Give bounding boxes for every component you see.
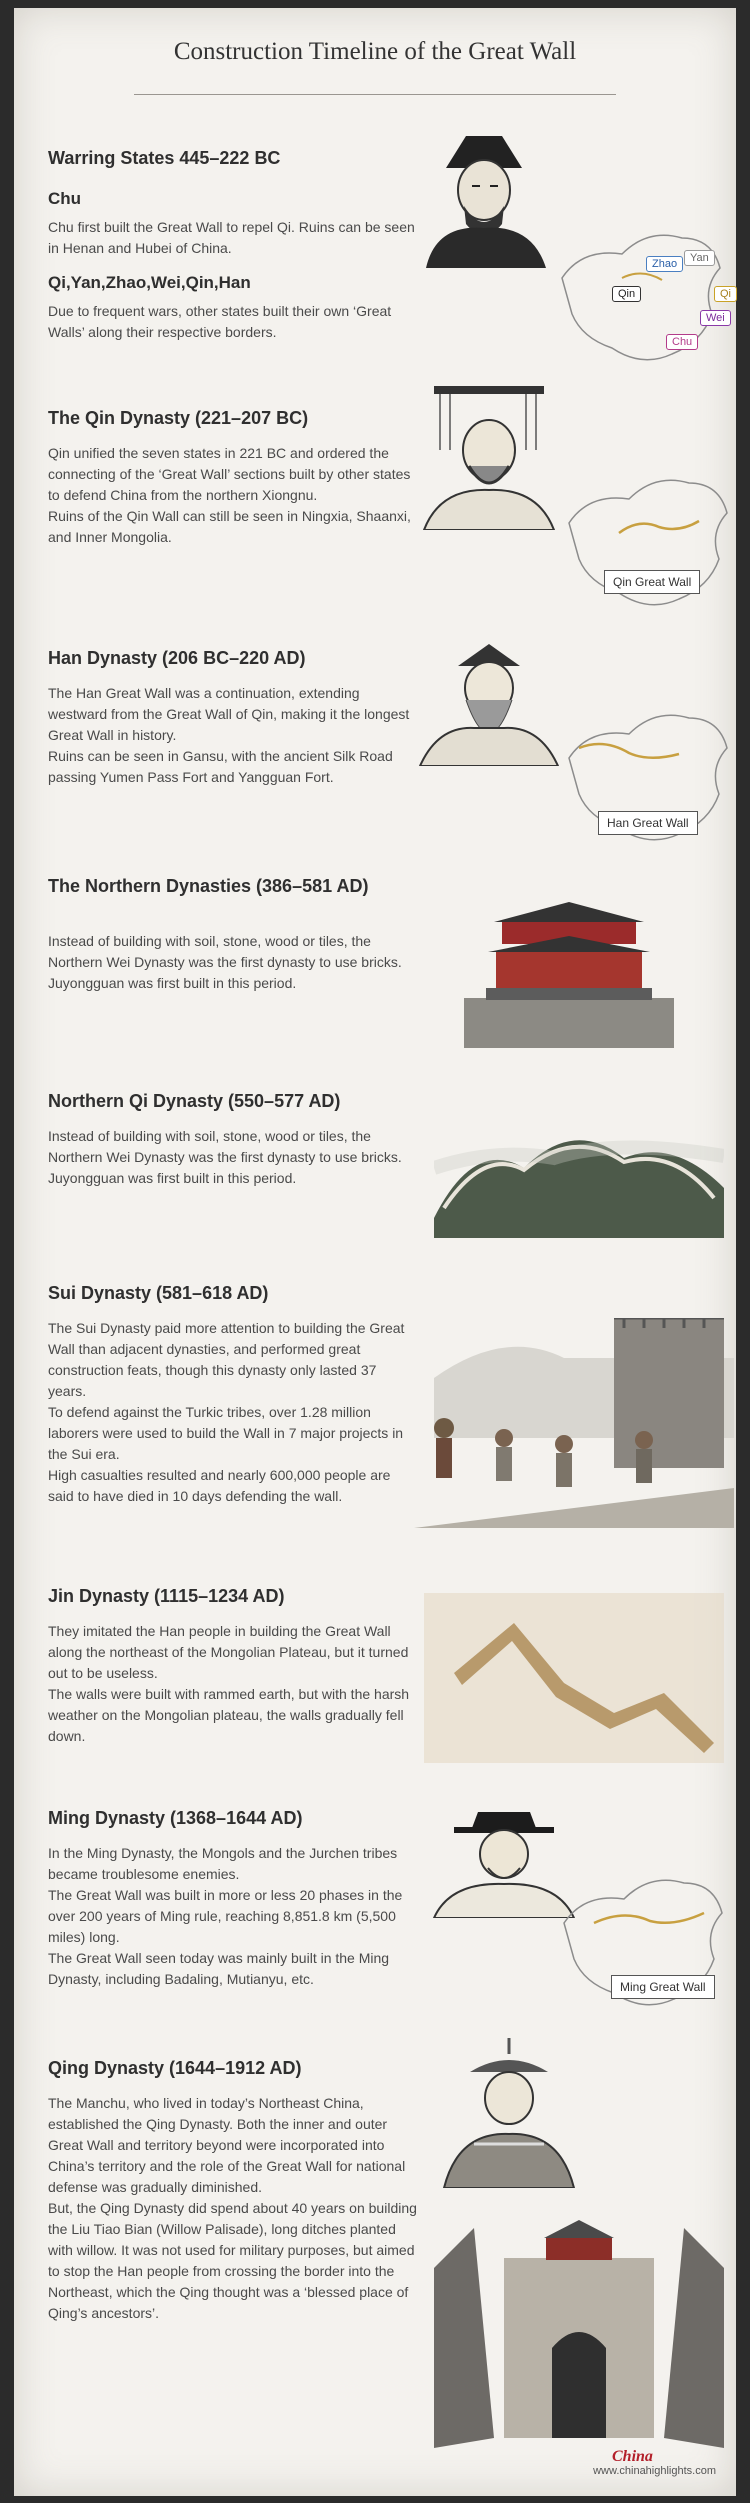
section-paragraph: Juyongguan was first built in this period. <box>48 975 297 991</box>
map-tag-qi: Qi <box>714 286 737 302</box>
ming-map <box>554 1863 734 2023</box>
map-tag-qin: Qin <box>612 286 641 302</box>
section-paragraph: The Han Great Wall was a continuation, extending westward from the Great Wall of Qin, making it the longest Great Wall in history. <box>48 685 410 743</box>
section-paragraph: The Great Wall was built in more or less 20 phases in the over 200 years of Ming rule, reaching 8,851.8 km (5,500 miles) long. <box>48 1887 403 1945</box>
section-paragraph: To defend against the Turkic tribes, over 1.28 million laborers were used to build the Wall in 7 major projects in the Sui era. <box>48 1404 404 1462</box>
qing-official-illustration <box>434 2038 584 2188</box>
section-paragraph: The Great Wall seen today was mainly built in the Ming Dynasty, including Badaling, Mutianyu, etc. <box>48 1950 390 1987</box>
paper-background <box>14 8 736 2496</box>
section-paragraph: High casualties resulted and nearly 600,000 people are said to have died in 10 days defending the wall. <box>48 1467 391 1504</box>
section-paragraph: They imitated the Han people in building the Great Wall along the northeast of the Mongolian Plateau, but it turned out to be useless. <box>48 1623 409 1681</box>
section-heading: Ming Dynasty (1368–1644 AD) <box>48 1808 303 1828</box>
map-tag-wei: Wei <box>700 310 731 326</box>
qing-fortress-gate-illustration <box>434 2198 724 2448</box>
section-northern-dynasties <box>48 876 418 994</box>
section-heading: Jin Dynasty (1115–1234 AD) <box>48 1586 285 1606</box>
map-label-qin-great-wall: Qin Great Wall <box>604 570 700 594</box>
china-highlights-logo: China <box>612 2448 653 2465</box>
section-heading: Han Dynasty (206 BC–220 AD) <box>48 648 306 668</box>
warring-states-map <box>552 218 732 368</box>
section-heading: The Qin Dynasty (221–207 BC) <box>48 408 309 428</box>
title-divider <box>134 94 616 95</box>
section-han-dynasty <box>48 648 418 788</box>
section-paragraph: Chu first built the Great Wall to repel Qi. Ruins can be seen in Henan and Hubei of China. <box>48 219 415 256</box>
section-paragraph: In the Ming Dynasty, the Mongols and the Jurchen tribes became troublesome enemies. <box>48 1845 398 1882</box>
section-paragraph: Ruins can be seen in Gansu, with the ancient Silk Road passing Yumen Pass Fort and Yangguan Fort. <box>48 748 393 785</box>
map-label-ming-great-wall: Ming Great Wall <box>611 1975 715 1999</box>
section-paragraph: Qin unified the seven states in 221 BC and ordered the connecting of the ‘Great Wall’ sections built by other states to defend China from the northern Xiongnu. <box>48 445 411 503</box>
qin-emperor-illustration <box>414 380 564 530</box>
subheading-states: Qi,Yan,Zhao,Wei,Qin,Han <box>48 273 251 292</box>
section-paragraph: The walls were built with rammed earth, but with the harsh weather on the Mongolian plateau, the walls gradually fell down. <box>48 1686 410 1744</box>
footer-url[interactable]: www.chinahighlights.com <box>593 2465 716 2477</box>
section-paragraph: Due to frequent wars, other states built their own ‘Great Walls’ along their respective borders. <box>48 303 392 340</box>
rammed-earth-wall-illustration <box>424 1593 724 1763</box>
page-title: Construction Timeline of the Great Wall <box>173 38 577 65</box>
section-heading: Warring States 445–222 BC <box>48 148 281 168</box>
section-paragraph: Juyongguan was first built in this period. <box>48 1170 297 1186</box>
han-emperor-illustration <box>414 636 564 766</box>
section-heading: Northern Qi Dynasty (550–577 AD) <box>48 1091 341 1111</box>
section-qing-dynasty <box>48 2058 418 2324</box>
section-heading: Qing Dynasty (1644–1912 AD) <box>48 2058 302 2078</box>
section-sui-dynasty <box>48 1283 418 1507</box>
section-warring-states <box>48 148 418 343</box>
section-paragraph: The Sui Dynasty paid more attention to building the Great Wall than adjacent dynasties, and performed great construction feats, though this dynasty only lasted 37 years. <box>48 1320 405 1399</box>
section-paragraph: Ruins of the Qin Wall can still be seen in Ningxia, Shaanxi, and Inner Mongolia. <box>48 508 411 545</box>
map-label-han-great-wall: Han Great Wall <box>598 811 698 835</box>
section-paragraph: Instead of building with soil, stone, wood or tiles, the Northern Wei Dynasty was the first dynasty to use bricks. <box>48 933 402 970</box>
section-paragraph: Instead of building with soil, stone, wood or tiles, the Northern Wei Dynasty was the first dynasty to use bricks. <box>48 1128 402 1165</box>
map-tag-chu: Chu <box>666 334 698 350</box>
juyongguan-gate-illustration <box>454 888 684 1048</box>
section-ming-dynasty <box>48 1808 418 1990</box>
section-jin-dynasty <box>48 1586 418 1747</box>
section-paragraph: The Manchu, who lived in today’s Northeast China, established the Qing Dynasty. Both the inner and outer Great Wall and territory beyond were incorporated into China’s territory and the role of the Great Wall for national defense was gradually diminished. <box>48 2095 406 2195</box>
map-tag-yan: Yan <box>684 250 715 266</box>
map-tag-zhao: Zhao <box>646 256 683 272</box>
section-paragraph: But, the Qing Dynasty did spend about 40 years on building the Liu Tiao Bian (Willow Palisade), long ditches planted with willow. It was not used for military purposes, but aimed to stop the Han people from crossing the border into the Northeast, which the Qing thought was a ‘blessed place of Qing’s ancestors’. <box>48 2200 417 2321</box>
section-qin-dynasty <box>48 408 418 548</box>
mountain-great-wall-illustration <box>434 1098 724 1238</box>
subheading-chu: Chu <box>48 189 82 208</box>
section-northern-qi-dynasty <box>48 1091 418 1189</box>
section-heading: Sui Dynasty (581–618 AD) <box>48 1283 269 1303</box>
sui-laborers-illustration <box>414 1318 734 1528</box>
warring-states-figure-illustration <box>406 128 566 268</box>
section-heading: The Northern Dynasties (386–581 AD) <box>48 876 369 896</box>
